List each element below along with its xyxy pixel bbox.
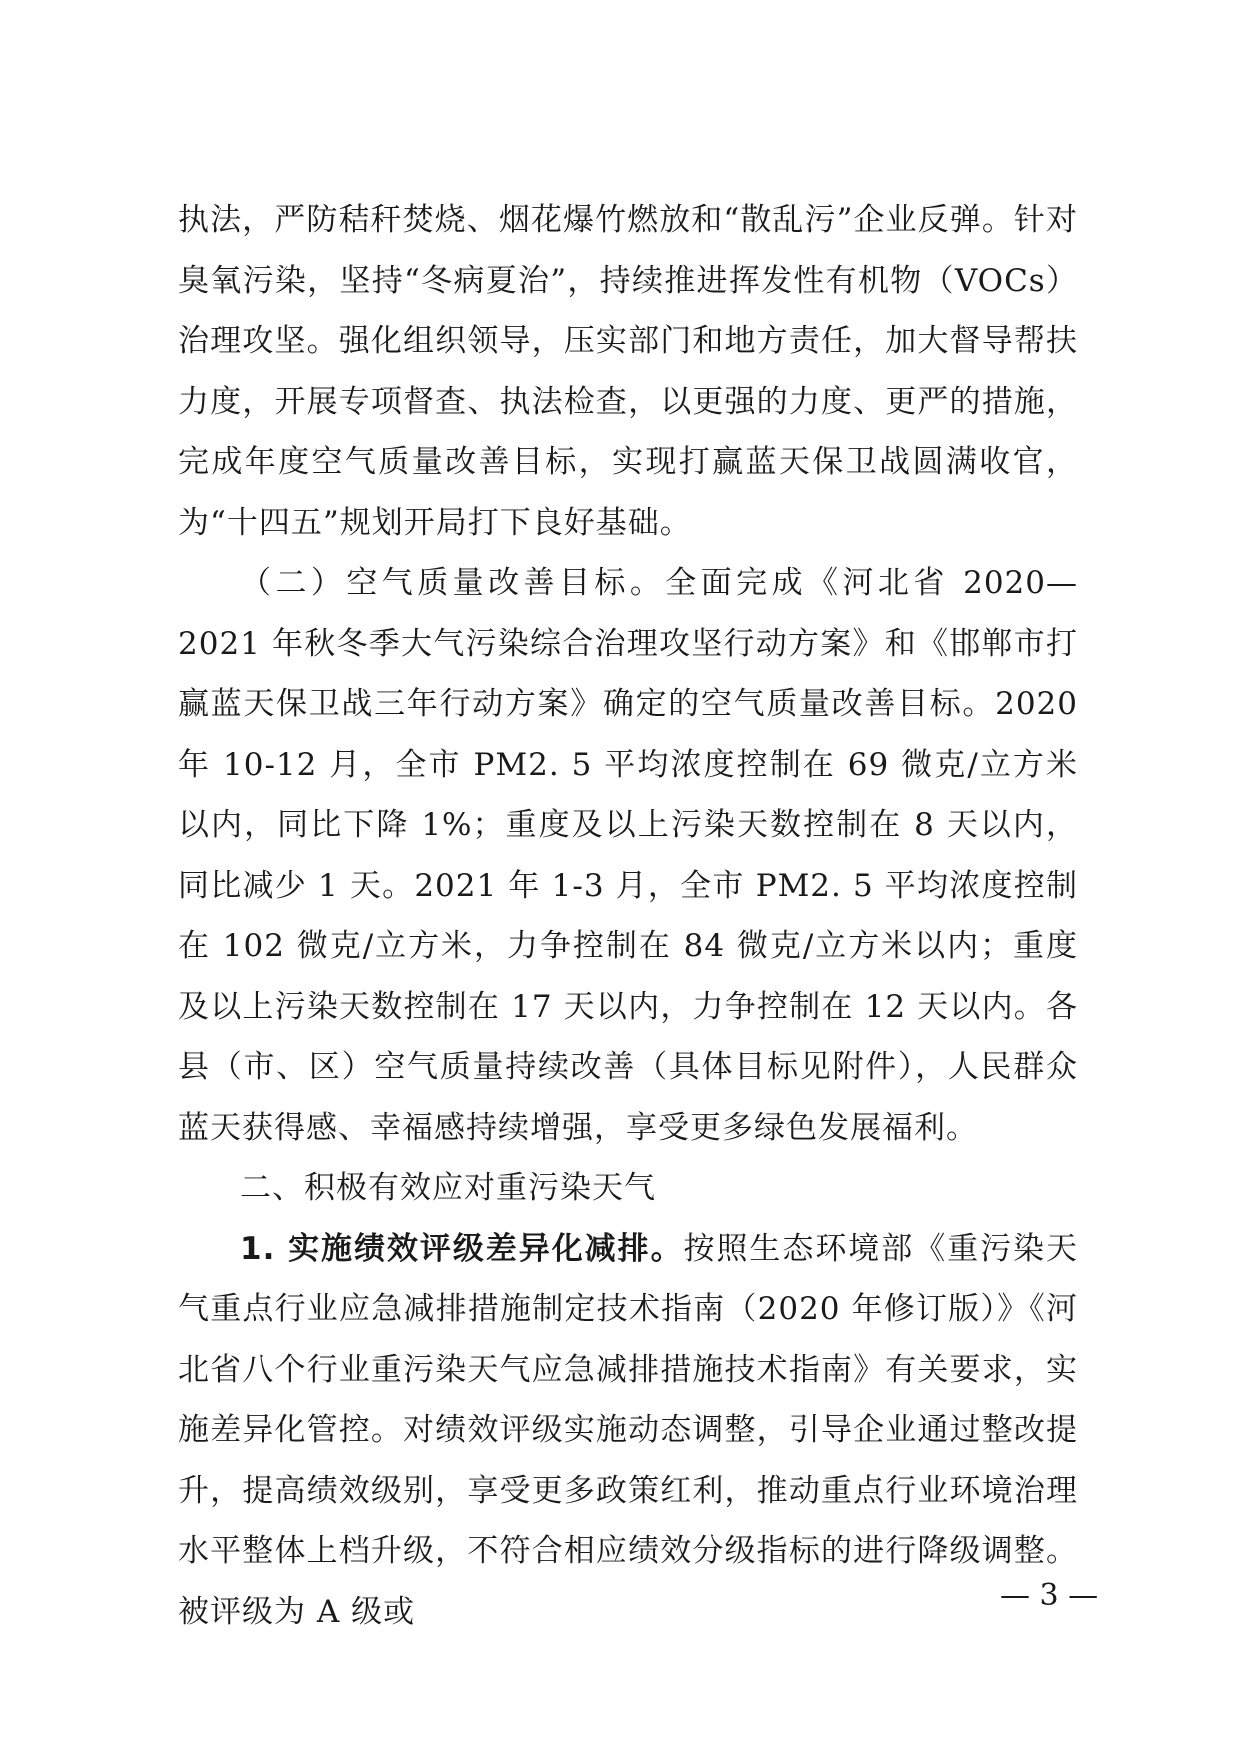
paragraph-continuation: 执法，严防秸秆焚烧、烟花爆竹燃放和“散乱污”企业反弹。针对臭氧污染，坚持“冬病夏治”，持续推进挥发性有机物（VOCs）治理攻坚。强化组织领导，压实部门和地方责任，加大督导帮扶力度，开展专项督查、执法检查，以更强的力度、更严的措施，完成年度空气质量改善目标，实现打赢蓝天保卫战圆满收官，为“十四五”规划开局打下良好基础。: [178, 202, 1078, 541]
paragraph-air-quality-target: （二）空气质量改善目标。全面完成《河北省 2020—2021 年秋冬季大气污染综合治理攻坚行动方案》和《邯郸市打赢蓝天保卫战三年行动方案》确定的空气质量改善目标。2020 年 10-12 月，全市 PM2. 5 平均浓度控制在 69 微克/立方米以内，同比下降 1%；重度及以上污染天数控制在 8 天以内，同比减少 1 天。2021 年 1-3 月，全市 PM2. 5 平均浓度控制在 102 微克/立方米，力争控制在 84 微克/立方米以内；重度及以上污染天数控制在 17 天以内，力争控制在 12 天以内。各县（市、区）空气质量持续改善（具体目标见附件），人民群众蓝天获得感、幸福感持续增强，享受更多绿色发展福利。: [178, 565, 1078, 1146]
paragraph-lead-title: 1. 实施绩效评级差异化减排。: [240, 1230, 684, 1267]
paragraph-body: 按照生态环境部《重污染天气重点行业应急减排措施制定技术指南（2020 年修订版）》《河北省八个行业重污染天气应急减排措施技术指南》有关要求，实施差异化管控。对绩效评级实施动态调整，引导企业通过整改提升，提高绩效级别，享受更多政策红利，推动重点行业环境治理水平整体上档升级，不符合相应绩效分级指标的进行降级调整。被评级为 A 级或: [178, 1230, 1079, 1630]
section-heading: 二、积极有效应对重污染天气: [240, 1170, 656, 1206]
paragraph-performance-rating: [178, 1219, 1078, 1643]
page-number: — 3 —: [1000, 1578, 1099, 1613]
body-text: [178, 190, 1078, 1642]
